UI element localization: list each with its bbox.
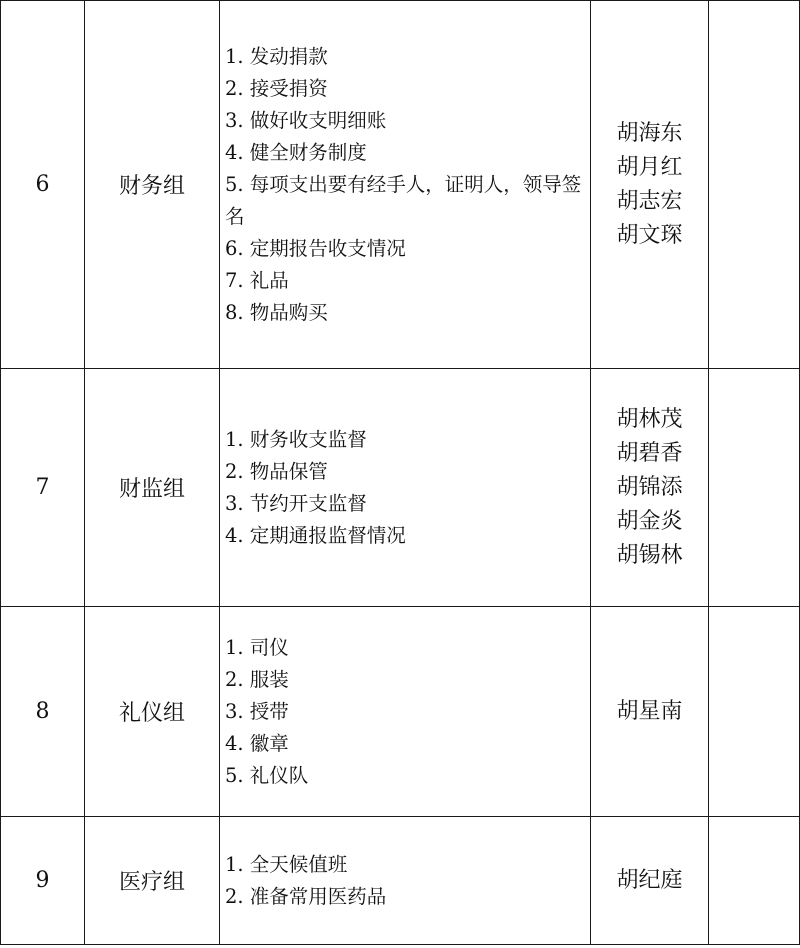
people-cell — [591, 817, 709, 945]
task-item: 1. 财务收支监督 — [225, 427, 367, 451]
task-item: 2. 物品保管 — [225, 459, 328, 483]
task-item: 7. 礼品 — [225, 268, 289, 292]
person-name: 胡碧香 — [616, 440, 683, 466]
row-number-cell: 7 — [1, 369, 85, 607]
task-item: 5. 礼仪队 — [225, 763, 309, 787]
task-item: 4. 徽章 — [225, 731, 289, 755]
task-item: 2. 接受捐资 — [225, 76, 328, 100]
group-name-cell: 财务组 — [85, 1, 220, 369]
person-name: 胡纪庭 — [616, 867, 683, 893]
person-name: 胡星南 — [616, 698, 683, 724]
person-name: 胡志宏 — [616, 188, 683, 214]
task-item: 8. 物品购买 — [225, 300, 328, 324]
task-item: 2. 准备常用医药品 — [225, 884, 387, 908]
person-name: 胡月红 — [616, 154, 683, 180]
tasks-cell — [220, 607, 591, 817]
row-number-cell: 6 — [1, 1, 85, 369]
person-name: 胡锦添 — [616, 474, 683, 500]
people-cell — [591, 369, 709, 607]
task-item: 1. 发动捐款 — [225, 44, 328, 68]
table-row — [1, 369, 800, 607]
row-number-cell: 9 — [1, 817, 85, 945]
table-row — [1, 1, 800, 369]
task-item: 1. 全天候值班 — [225, 852, 348, 876]
task-item: 6. 定期报告收支情况 — [225, 236, 406, 260]
task-item: 4. 健全财务制度 — [225, 140, 367, 164]
people-cell — [591, 607, 709, 817]
empty-cell — [709, 1, 800, 369]
task-item: 3. 做好收支明细账 — [225, 108, 387, 132]
person-name: 胡林茂 — [616, 406, 683, 432]
tasks-cell — [220, 1, 591, 369]
group-name-cell: 礼仪组 — [85, 607, 220, 817]
task-item: 3. 节约开支监督 — [225, 491, 367, 515]
task-item: 2. 服装 — [225, 667, 289, 691]
empty-cell — [709, 607, 800, 817]
table-row — [1, 607, 800, 817]
person-name: 胡锡林 — [616, 542, 683, 568]
tasks-cell — [220, 817, 591, 945]
person-name: 胡金炎 — [616, 508, 683, 534]
task-item: 1. 司仪 — [225, 635, 289, 659]
group-name-cell: 医疗组 — [85, 817, 220, 945]
people-cell — [591, 1, 709, 369]
group-name-cell: 财监组 — [85, 369, 220, 607]
row-number-cell: 8 — [1, 607, 85, 817]
person-name: 胡海东 — [616, 120, 683, 146]
empty-cell — [709, 369, 800, 607]
table-row — [1, 817, 800, 945]
task-item: 3. 授带 — [225, 699, 289, 723]
task-item: 5. 每项支出要有经手人，证明人，领导签名 — [225, 172, 582, 228]
tasks-cell — [220, 369, 591, 607]
person-name: 胡文琛 — [616, 222, 683, 248]
empty-cell — [709, 817, 800, 945]
task-item: 4. 定期通报监督情况 — [225, 523, 406, 547]
